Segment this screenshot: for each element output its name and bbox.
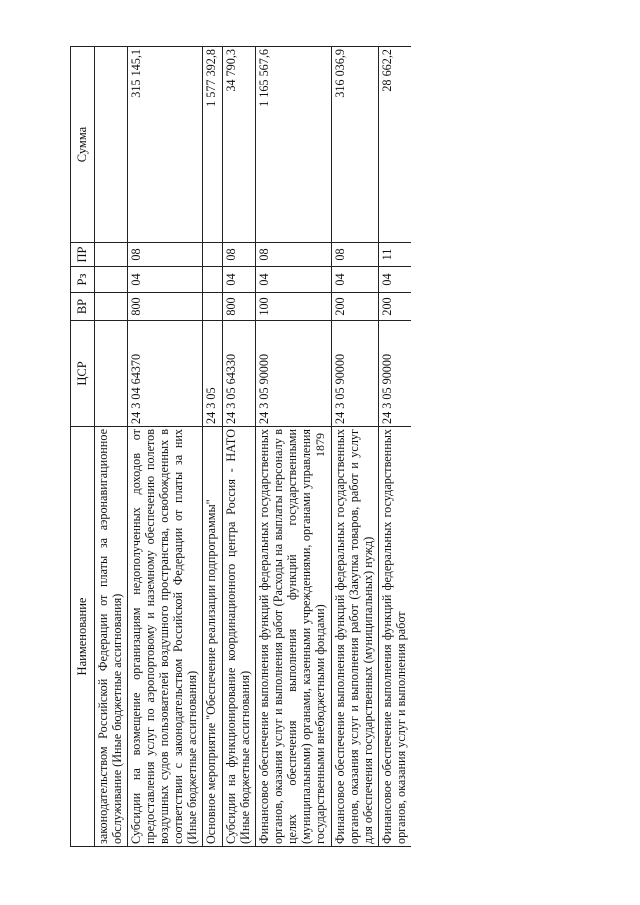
page-number: 1879 (313, 433, 327, 457)
row-name: Субсидии на возмещение организациям недополученных доходов от предоставления услуг по аэропортовому и наземному обеспечению полетов воздушных судов пользователей воздушного пространства, освобожденных в соответствии с законодательством Российской Федерации от платы за них (Иные бюджетные ассигнования) (127, 427, 203, 847)
row-rz: 04 (127, 267, 203, 293)
table-header-row (71, 47, 95, 847)
row-rz: 04 (255, 267, 331, 293)
row-name: законодательством Российской Федерации от платы за аэронавигационное обслуживание (Иные бюджетные ассигнования) (94, 427, 127, 847)
row-vr: 800 (222, 293, 255, 321)
column-header-pr: ПР (71, 243, 95, 267)
row-name: Основное мероприятие "Обеспечение реализации подпрограммы" (203, 427, 222, 847)
row-name: Финансовое обеспечение выполнения функций федеральных государственных органов, оказания услуг и выполнения работ (Расходы на выплаты персоналу в целях обеспечения выполнения функций государственными (муниципальными) органами, казенными учреждениями, органами управления государственными внебюджетными фондами) (255, 427, 331, 847)
row-pr: 08 (331, 243, 378, 267)
row-rz (94, 267, 127, 293)
table-row (203, 47, 222, 847)
row-vr: 200 (379, 293, 412, 321)
row-sum: 316 036,9 (331, 47, 378, 243)
table-row (94, 47, 127, 847)
table-row (379, 47, 412, 847)
row-rz: 04 (331, 267, 378, 293)
row-pr (94, 243, 127, 267)
row-pr: 08 (255, 243, 331, 267)
column-header-vr: ВР (71, 293, 95, 321)
row-sum: 28 662,2 (379, 47, 412, 243)
row-pr (203, 243, 222, 267)
row-rz: 04 (379, 267, 412, 293)
row-pr: 08 (222, 243, 255, 267)
row-vr: 100 (255, 293, 331, 321)
row-csr: 24 3 05 (203, 321, 222, 427)
row-sum: 1 577 392,8 (203, 47, 222, 243)
column-header-csr: ЦСР (71, 321, 95, 427)
row-csr (94, 321, 127, 427)
budget-table (70, 46, 411, 847)
row-pr: 08 (127, 243, 203, 267)
row-vr: 800 (127, 293, 203, 321)
row-csr: 24 3 04 64370 (127, 321, 203, 427)
row-sum: 34 790,3 (222, 47, 255, 243)
row-rz: 04 (222, 267, 255, 293)
row-vr (94, 293, 127, 321)
row-name: Финансовое обеспечение выполнения функций федеральных государственных органов, оказания услуг и выполнения работ (379, 427, 412, 847)
column-header-name: Наименование (71, 427, 95, 847)
row-csr: 24 3 05 64330 (222, 321, 255, 427)
row-vr (203, 293, 222, 321)
table-row (127, 47, 203, 847)
row-sum: 315 145,1 (127, 47, 203, 243)
row-vr: 200 (331, 293, 378, 321)
row-name: Финансовое обеспечение выполнения функций федеральных государственных органов, оказания услуг и выполнения работ (Закупка товаров, работ и услуг для обеспечения государственных (муниципальных) нужд) (331, 427, 378, 847)
row-sum (94, 47, 127, 243)
row-csr: 24 3 05 90000 (379, 321, 412, 427)
row-csr: 24 3 05 90000 (255, 321, 331, 427)
row-csr: 24 3 05 90000 (331, 321, 378, 427)
column-header-rz: Рз (71, 267, 95, 293)
row-rz (203, 267, 222, 293)
row-pr: 11 (379, 243, 412, 267)
row-name: Субсидии на функционирование координационного центра Россия - НАТО (Иные бюджетные ассигнования) (222, 427, 255, 847)
table-row (255, 47, 331, 847)
row-sum: 1 165 567,6 (255, 47, 331, 243)
table-row (331, 47, 378, 847)
table-row (222, 47, 255, 847)
column-header-sum: Сумма (71, 47, 95, 243)
